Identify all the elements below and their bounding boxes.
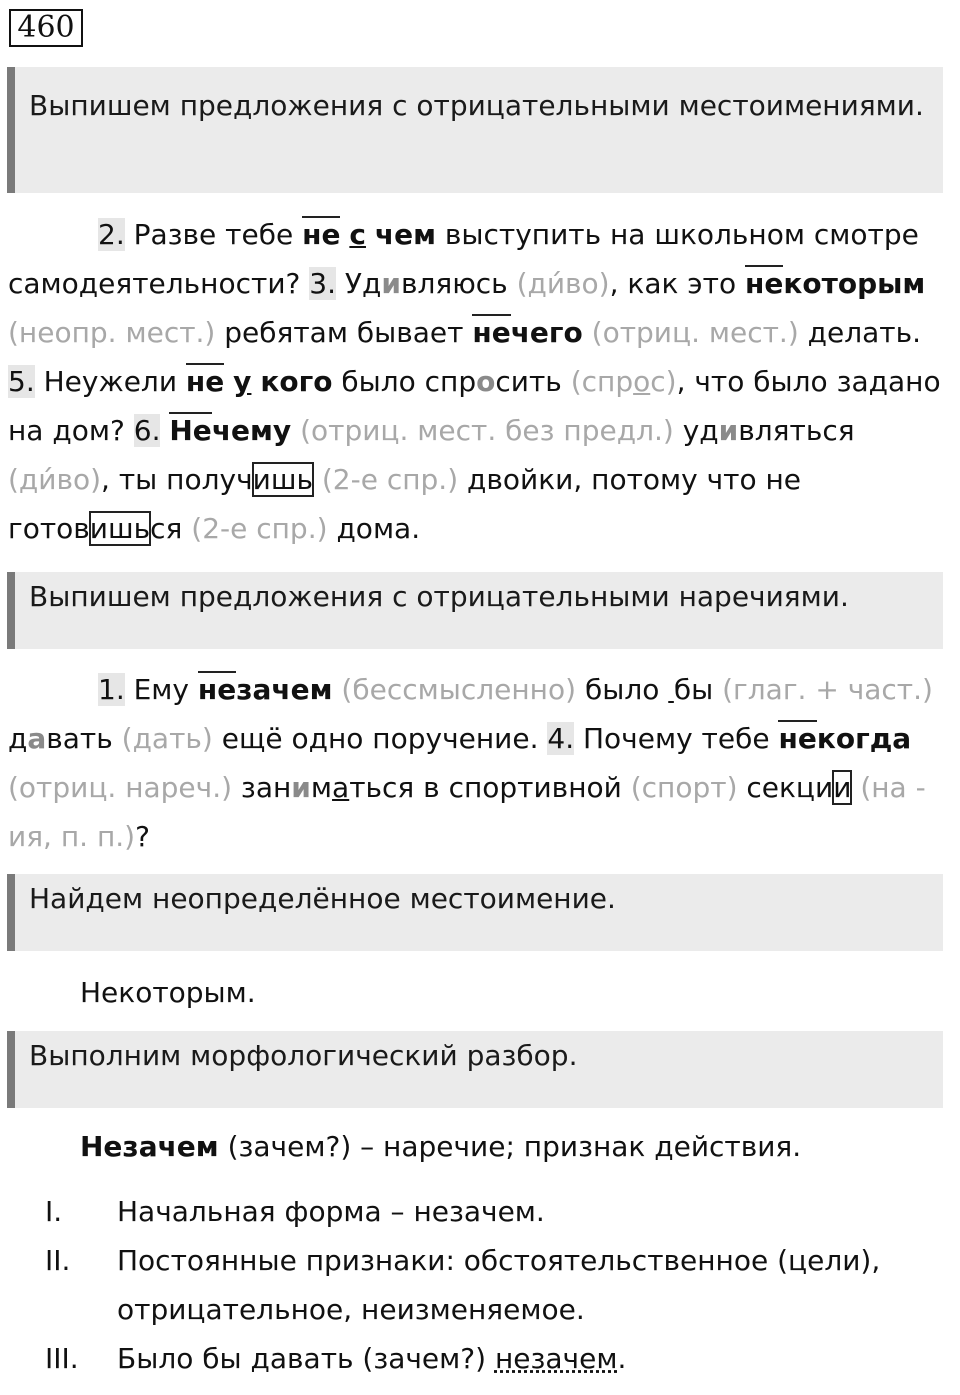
- indefinite-pronoun: Некоторым.: [80, 976, 256, 1009]
- section-header-4: Выполним морфологический разбор.: [7, 1031, 943, 1108]
- analysis-item-3: III. Было бы давать (зачем?) незачем.: [45, 1342, 627, 1375]
- analysis-item-3-word: незачем: [494, 1342, 618, 1375]
- paragraph-adverbs: 1. Ему незачем (бессмысленно) было бы (глаг. + част.) давать (дать) ещё одно поручение. 4. Почему тебе некогда (отриц. нареч.) заниматься в спортивной (спорт) секции (на - ия, п. п.)?: [8, 673, 933, 853]
- analysis-intro: [80, 1122, 801, 1171]
- analysis-intro-text: (зачем?) – наречие; признак действия.: [218, 1130, 802, 1163]
- analysis-item-2: II. Постоянные признаки: обстоятельственное (цели), отрицательное, неизменяемое.: [45, 1244, 881, 1326]
- task-number: 460: [9, 9, 83, 47]
- section-header-3: Найдем неопределённое местоимение.: [7, 874, 943, 951]
- paragraph-pronouns: 2. Разве тебе не с чем выступить на школьном смотре самодеятельности? 3. Удивляюсь (ди́во), как это некоторым (неопр. мест.) ребятам бывает нечего (отриц. мест.) делать. 5. Неужели не у кого было спросить (спрос), что было задано на дом? 6. Нечему (отриц. мест. без предл.) удивляться (ди́во), ты получишь (2-е спр.) двойки, потому что не готовишься (2-е спр.) дома.: [8, 218, 941, 545]
- section-header-2: Выпишем предложения с отрицательными наречиями.: [7, 572, 943, 649]
- analysis-item-1: I. Начальная форма – незачем.: [45, 1195, 545, 1228]
- analysis-word: Незачем: [80, 1130, 219, 1163]
- section-header-1: Выпишем предложения с отрицательными местоимениями.: [7, 67, 943, 193]
